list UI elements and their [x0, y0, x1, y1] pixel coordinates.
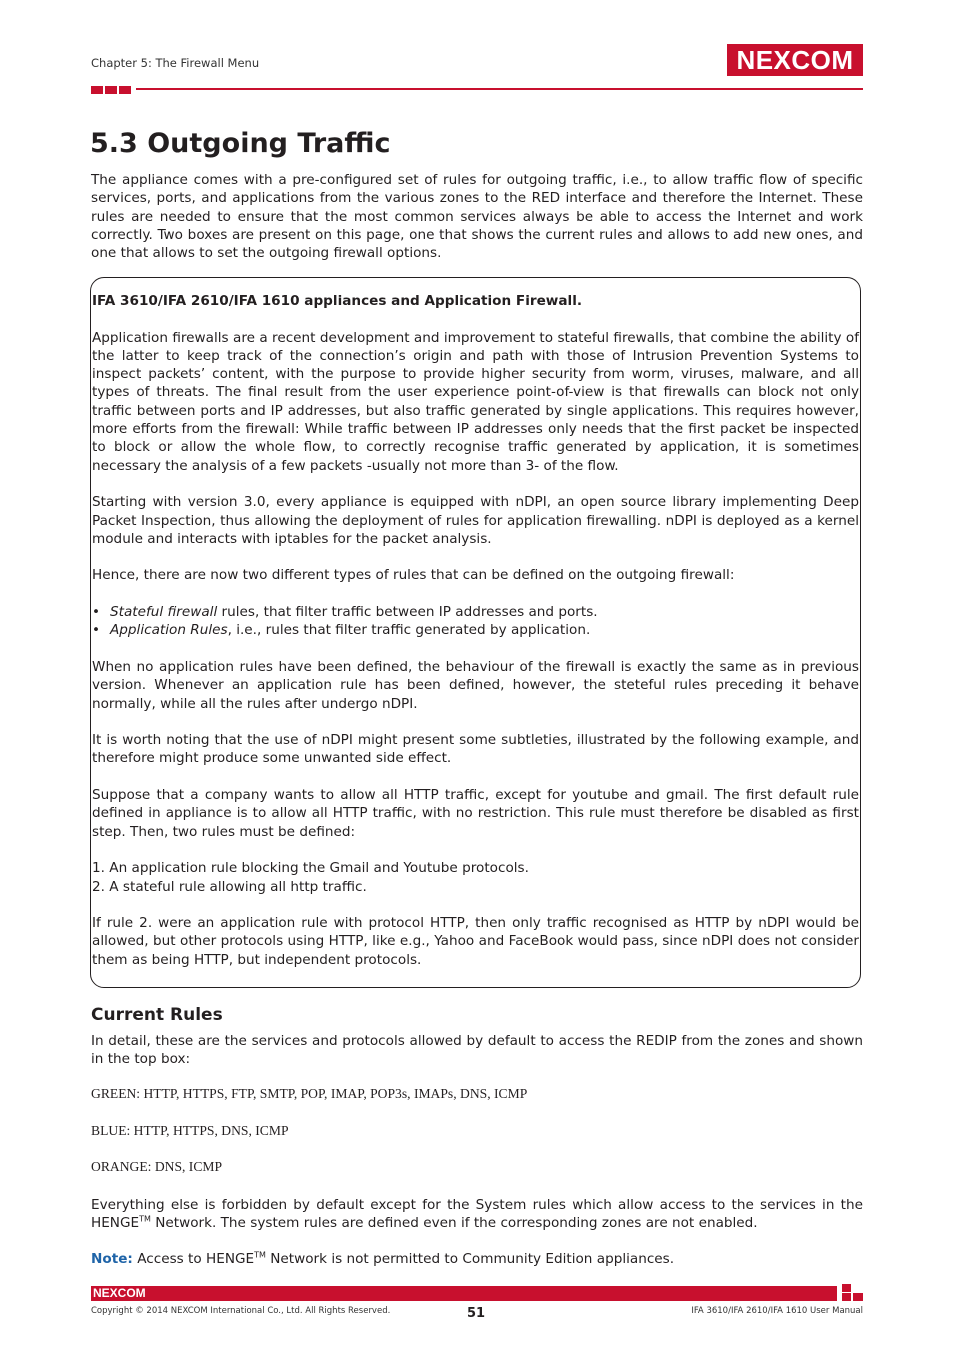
footer-bar — [91, 1286, 837, 1301]
list-item — [92, 603, 859, 621]
note-text-end: Network is not permitted to Community Edition appliances. — [265, 1251, 675, 1267]
bullet-marker: • — [92, 622, 101, 639]
list-text: rules, that filter traffic between IP addresses and ports. — [217, 604, 598, 621]
forbid-text: Everything else is forbidden by default except for the System rules which allow access to the services in the HENGE — [91, 1197, 863, 1232]
intro-paragraph: The appliance comes with a pre-configured set of rules for outgoing traffic, i.e., to allow traffic flow of specific services, ports, and applications from the various zones to the RED interface and therefore the Internet. These rules are needed to ensure that the most common services always be able to access the Internet and work correctly. Two boxes are present on this page, one that shows the current rules and allows to add new ones, and one that allows to set the outgoing firewall options. — [91, 172, 863, 262]
note — [91, 1251, 674, 1267]
list-text: , i.e., rules that filter traffic generated by application. — [227, 622, 591, 639]
info-box-content — [92, 292, 859, 969]
list-term: Stateful firewall — [110, 604, 218, 621]
steps-list — [92, 859, 859, 896]
box-paragraph: Suppose that a company wants to allow all HTTP traffic, except for youtube and gmail. The first default rule defined in appliance is to allow all HTTP traffic, with no restriction. This rule must therefore be disabled as first step. Then, two rules must be defined: — [92, 787, 859, 840]
list-term: Application Rules — [110, 622, 228, 639]
box-paragraph: Application firewalls are a recent development and improvement to stateful firewalls, that combine the ability of the latter to keep track of the connection’s origin and path with those of Intrusion Prevention Systems to inspect packets’ content, with the purpose to provide higher security from worm, viruses, malware, and all types of threats. The final result from the user experience point-of-view is that firewalls can block not only traffic between ports and IP addresses, but also traffic generated by single applications. This requires however, more efforts from the firewall: While traffic between IP addresses only needs that the first packet be inspected to block or allow the whole flow, to correctly recognise traffic generated by application, it is sometimes necessary the analysis of a few packets -usually not more than 3- of the flow. — [92, 329, 859, 474]
list-item — [92, 621, 859, 639]
trademark: TM — [254, 1250, 266, 1260]
box-paragraph: Starting with version 3.0, every appliance is equipped with nDPI, an open source library implementing Deep Packet Inspection, thus allowing the deployment of rules for application firewalling. nDPI is deployed as a kernel module and interacts with iptables for the packet analysis. — [92, 494, 859, 547]
box-paragraph: If rule 2. were an application rule with protocol HTTP, then only traffic recognised as HTTP by nDPI would be allowed, but other protocols using HTTP, like e.g., Yahoo and FaceBook would pass, since nDPI does not consider them as being HTTP, but independent protocols. — [92, 915, 859, 968]
list-item: 1. An application rule blocking the Gmail and Youtube protocols. — [92, 860, 529, 877]
note-label: Note: — [91, 1251, 133, 1267]
box-heading: IFA 3610/IFA 2610/IFA 1610 appliances and Application Firewall. — [92, 293, 583, 309]
logo-text: NEXCOM — [736, 45, 854, 75]
box-paragraph: Hence, there are now two different types of rules that can be defined on the outgoing firewall: — [92, 567, 735, 584]
page-title: 5.3 Outgoing Traffic — [90, 128, 391, 159]
trademark: TM — [139, 1214, 151, 1224]
zone-orange: ORANGE: DNS, ICMP — [91, 1159, 223, 1174]
nexcom-logo — [727, 44, 863, 76]
section-title: Current Rules — [91, 1005, 223, 1025]
list-item: 2. A stateful rule allowing all http traffic. — [92, 878, 367, 895]
detail-paragraph: In detail, these are the services and protocols allowed by default to access the REDIP from the zones and shown in the top box: — [91, 1033, 863, 1068]
forbid-text-end: Network. The system rules are defined even if the corresponding zones are not enabled. — [150, 1215, 758, 1232]
page-number: 51 — [467, 1306, 486, 1321]
zone-green: GREEN: HTTP, HTTPS, FTP, SMTP, POP, IMAP, POP3s, IMAPs, DNS, ICMP — [91, 1086, 528, 1101]
box-paragraph: It is worth noting that the use of nDPI might present some subtleties, illustrated by the following example, and therefore might produce some unwanted side effect. — [92, 732, 859, 767]
copyright: Copyright © 2014 NEXCOM International Co., Ltd. All Rights Reserved. — [91, 1306, 391, 1316]
note-text: Access to HENGE — [132, 1251, 255, 1267]
rule-types-list — [92, 603, 859, 640]
manual-title: IFA 3610/IFA 2610/IFA 1610 User Manual — [691, 1306, 863, 1316]
system-rules-paragraph — [91, 1196, 863, 1233]
header-rule — [136, 88, 863, 90]
zone-blue: BLUE: HTTP, HTTPS, DNS, ICMP — [91, 1123, 289, 1138]
bullet-marker: • — [92, 604, 101, 621]
footer-logo: NEXCOM — [93, 1286, 146, 1300]
footer-squares-icon — [842, 1284, 863, 1301]
chapter-header: Chapter 5: The Firewall Menu — [91, 56, 260, 70]
box-paragraph: When no application rules have been defined, the behaviour of the firewall is exactly the same as in previous version. Whenever an application rule has been defined, however, the steteful rules preceding it behave normally, while all the rules after undergo nDPI. — [92, 658, 859, 712]
